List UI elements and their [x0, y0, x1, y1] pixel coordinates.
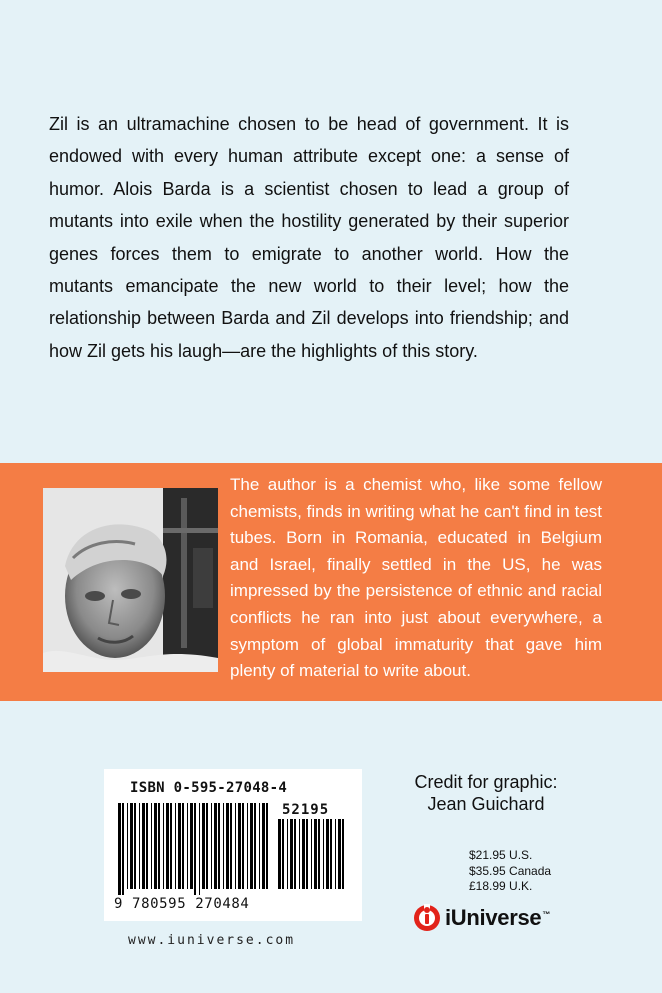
publisher-logo [413, 903, 550, 933]
barcode-bar [127, 803, 128, 889]
barcode-bar [170, 803, 172, 889]
iuniverse-logo-icon [413, 904, 441, 932]
trademark-symbol: ™ [542, 909, 551, 919]
barcode-bar [238, 803, 241, 889]
barcode-bar [290, 819, 293, 889]
barcode-bar [302, 819, 305, 889]
barcode-bar [134, 803, 136, 889]
barcode-bar [330, 819, 332, 889]
barcode-bar [250, 803, 253, 889]
barcode-bar [202, 803, 205, 889]
barcode-bar [130, 803, 133, 889]
barcode-bar [158, 803, 160, 889]
barcode-bar [163, 803, 164, 889]
barcode-bar [306, 819, 308, 889]
credit-label: Credit for graphic: [414, 772, 558, 792]
graphic-credit [396, 771, 576, 815]
barcode-bar [259, 803, 260, 889]
barcode-bar [175, 803, 176, 889]
ean-barcode [118, 803, 272, 895]
barcode-bar [262, 803, 265, 889]
barcode-bar [142, 803, 145, 889]
barcode-bar [218, 803, 220, 889]
barcode-bar [342, 819, 344, 889]
barcode-bar [118, 803, 121, 895]
author-bio: The author is a chemist who, like some fellow chemists, finds in writing what he can't find in test tubes. Born in Romania, educated in Belgium and Israel, finally settled in the US, he was impressed by the persistence of ethnic and racial conflicts he ran into just about everywhere, a symptom of global immaturity that gave him plenty of material to write about. [230, 475, 602, 681]
price-list [469, 848, 551, 895]
publisher-name-text: iUniverse [445, 905, 542, 930]
barcode-bar [223, 803, 224, 889]
author-photo [43, 488, 218, 672]
publisher-name [445, 905, 550, 931]
barcode-bar [214, 803, 217, 889]
addon-barcode [278, 819, 346, 895]
barcode-bar [282, 819, 284, 889]
barcode-bar [151, 803, 152, 889]
barcode-bar [247, 803, 248, 889]
barcode-bar [122, 803, 124, 895]
barcode-bar [287, 819, 288, 889]
price-uk: £18.99 U.K. [469, 879, 533, 893]
ean-digits: 9 780595 270484 [114, 896, 250, 912]
barcode-bar [182, 803, 184, 889]
barcode-bar [311, 819, 312, 889]
isbn-barcode-box [104, 769, 362, 921]
barcode-bar [323, 819, 324, 889]
book-blurb: Zil is an ultramachine chosen to be head of government. It is endowed with every human attribute except one: a sense of humor. Alois Barda is a scientist chosen to lead a group of mutants into exile when the hostility generated by their superior genes forces them to emigrate to another world. How the mutants emancipate the new world to their level; how the relationship between Barda and Zil develops into friendship; and how Zil gets his laugh—are the highlights of this story. [49, 114, 569, 361]
barcode-bar [335, 819, 336, 889]
barcode-bar [242, 803, 244, 889]
barcode-bar [299, 819, 300, 889]
barcode-bar [266, 803, 268, 889]
barcode-bar [314, 819, 317, 889]
isbn-number: ISBN 0-595-27048-4 [130, 780, 288, 796]
price-canada: $35.95 Canada [469, 863, 552, 878]
barcode-bar [194, 803, 196, 895]
price-us: $21.95 U.S. [469, 848, 533, 862]
author-portrait-image [43, 488, 218, 672]
barcode-bar [190, 803, 193, 889]
barcode-bar [318, 819, 320, 889]
barcode-bar [187, 803, 188, 889]
barcode-bar [166, 803, 169, 889]
barcode-bar [178, 803, 181, 889]
credit-name: Jean Guichard [427, 794, 545, 814]
barcode-bar [206, 803, 208, 889]
barcode-bar [139, 803, 140, 889]
barcode-bar [211, 803, 212, 889]
publisher-website[interactable]: www.iuniverse.com [128, 933, 296, 948]
barcode-bar [254, 803, 256, 889]
barcode-bar [338, 819, 341, 889]
barcode-bar [146, 803, 148, 889]
barcode-bar [199, 803, 200, 895]
barcode-bar [226, 803, 229, 889]
barcode-bar [230, 803, 232, 889]
barcode-bar [278, 819, 281, 889]
barcode-bar [294, 819, 296, 889]
barcode-bar [326, 819, 329, 889]
barcode-bar [235, 803, 236, 889]
barcode-bar [154, 803, 157, 889]
barcode-price-code: 52195 [282, 802, 330, 818]
